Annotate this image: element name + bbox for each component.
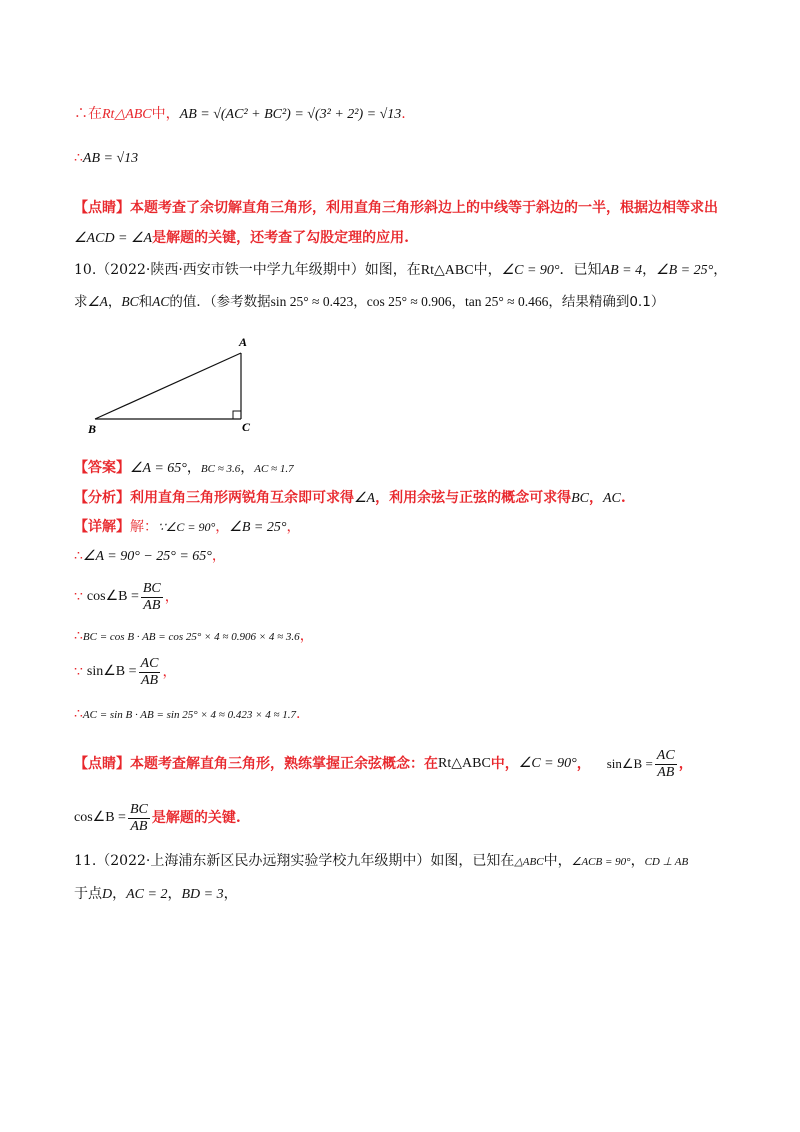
- q10-line-1: 10.（2022·陕西·西安市铁一中学九年级期中）如图，在Rt△ABC中，∠C = 90°．已知AB = 4，∠B = 25°，: [74, 262, 728, 278]
- side-ab: [95, 353, 241, 419]
- vertex-label-b: B: [88, 422, 97, 436]
- q11-line-2: 于点D，AC = 2，BD = 3，: [74, 886, 238, 902]
- q10-analysis: 【分析】利用直角三角形两锐角互余即可求得∠A，利用余弦与正弦的概念可求得BC，AC.: [74, 490, 626, 506]
- q10-step-3: ∴BC = cos B · AB = cos 25° × 4 ≈ 0.906 × 4 ≈ 3.6，: [74, 628, 314, 644]
- q11-line-1: 11.（2022·上海浦东新区民办远翔实验学校九年级期中）如图，已知在△ABC中，∠ACB = 90°，CD ⊥ AB: [74, 853, 689, 869]
- q10-step-4: ∵ sin∠B = $\frac{AC}{AB}$ ，: [74, 655, 177, 688]
- q10-step-2: ∵ cos∠B = $\frac{BC}{AB}$ ，: [74, 580, 179, 613]
- pythagoras-equation: AB = √(AC² + BC²) = √(3² + 2²) = √13: [179, 107, 402, 122]
- q10-step-1: ∴∠A = 90° − 25° = 65°，: [74, 548, 226, 564]
- top-line-1: ∴在Rt△ABC中，AB = √(AC² + BC²) = √(3² + 2²) = √13.: [74, 106, 406, 122]
- top-comment-line-1: 【点睛】本题考查了余切解直角三角形，利用直角三角形斜边上的中线等于斜边的一半，根据边相等求出: [74, 200, 718, 216]
- fraction-ac-ab-comment: $\frac{AC}{AB}$: [656, 747, 675, 780]
- q10-step-5: ∴AC = sin B · AB = sin 25° × 4 ≈ 0.423 × 4 ≈ 1.7.: [74, 706, 301, 722]
- q10-line-2: 求∠A，BC和AC的值．（参考数据sin 25° ≈ 0.423，cos 25° ≈ 0.906，tan 25° ≈ 0.466，结果精确到0.1）: [74, 294, 665, 310]
- triangle-figure: [82, 330, 262, 440]
- vertex-label-a: A: [239, 335, 248, 349]
- fraction-bc-ab-comment: $\frac{BC}{AB}$: [129, 801, 148, 834]
- q10-comment-line-2: cos∠B = $\frac{BC}{AB}$ 是解题的关键.: [74, 801, 241, 834]
- q10-detail: 【详解】解：∵∠C = 90°，∠B = 25°，: [74, 519, 301, 535]
- fraction-bc-ab: $\frac{BC}{AB}$: [142, 580, 161, 613]
- top-line-2: ∴AB = √13: [74, 150, 139, 166]
- q10-comment-line-1: 【点睛】 本题考查解直角三角形，熟练掌握正余弦概念：在 Rt△ABC 中， ∠C = 90° ， sin∠B = $\frac{AC}{AB}$ ，: [74, 747, 693, 780]
- top-comment-line-2: ∠ACD = ∠A是解题的关键，还考查了勾股定理的应用.: [74, 230, 409, 246]
- fraction-ac-ab: $\frac{AC}{AB}$: [140, 655, 159, 688]
- vertex-label-c: C: [242, 420, 251, 434]
- right-angle-mark: [233, 411, 241, 419]
- q10-answer: 【答案】∠A = 65°，BC ≈ 3.6，AC ≈ 1.7: [74, 460, 294, 476]
